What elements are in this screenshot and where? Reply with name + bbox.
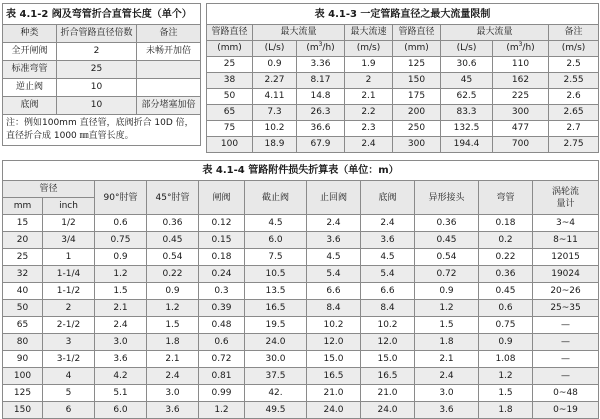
table2-cell: 8.17: [297, 73, 345, 89]
table1-cell: 逆止阀: [3, 79, 57, 97]
table3-cell: 5: [43, 385, 95, 402]
table3-cell: 40: [3, 283, 43, 300]
table2-header-max-flow: 最大流量: [441, 25, 549, 41]
table3-cell: 1.8: [479, 402, 533, 419]
footnote-line: 注：例如100mm 直径管，底阀折合 10D 倍，: [6, 118, 194, 128]
table3-cell: 0.39: [199, 300, 245, 317]
table2-title: 表 4.1-3 一定管路直径之最大流量限制: [207, 4, 599, 25]
table3-cell: 0.45: [479, 283, 533, 300]
table3-cell: 0.2: [479, 232, 533, 249]
table3-cell: 4.5: [307, 249, 361, 266]
table1-cell: 底阀: [3, 97, 57, 115]
table1-cell: 未畅开加倍: [137, 43, 201, 61]
table3-header-flowmeter: 涡轮流 量计: [533, 181, 599, 215]
table3-cell: 3.0: [95, 334, 147, 351]
table1-cell: 部分堵塞加倍: [137, 97, 201, 115]
table3-cell: 1.2: [415, 300, 479, 317]
table2-cell: 200: [393, 105, 441, 121]
table3-cell: 0.22: [147, 266, 199, 283]
table-row: [3, 266, 599, 283]
table3-header-globe: 截止阀: [245, 181, 307, 215]
table3-header-check: 止回阀: [307, 181, 361, 215]
table2-cell: 3.36: [297, 57, 345, 73]
table-row: [3, 79, 201, 97]
table3-cell: 2.1: [415, 351, 479, 368]
table2-cell: 2.55: [549, 73, 599, 89]
table2-cell: 50: [207, 89, 253, 105]
table2-cell: 194.4: [441, 137, 493, 153]
table3-cell: 12.0: [361, 334, 415, 351]
table2-cell: 2.27: [253, 73, 297, 89]
table3-cell: 0.54: [415, 249, 479, 266]
table3-cell: 30.0: [245, 351, 307, 368]
table-row: [207, 73, 599, 89]
table2-cell: 10.2: [253, 121, 297, 137]
table3-cell: 15: [3, 215, 43, 232]
table3-cell: 24.0: [307, 402, 361, 419]
table-row: [3, 385, 599, 402]
table2-cell: 2.2: [345, 105, 393, 121]
table2-cell: 2: [345, 73, 393, 89]
table1-cell: 2: [57, 43, 137, 61]
table3-cell: 3: [43, 334, 95, 351]
table3-cell: 15.0: [361, 351, 415, 368]
table3-cell: 125: [3, 385, 43, 402]
table3-cell: 19024: [533, 266, 599, 283]
table3-cell: 0.75: [95, 232, 147, 249]
table3-cell: 2.4: [95, 317, 147, 334]
table3-cell: 21.0: [361, 385, 415, 402]
table3-cell: 6: [43, 402, 95, 419]
table2-cell: 7.3: [253, 105, 297, 121]
table-row: [207, 137, 599, 153]
table3-cell: 19.5: [245, 317, 307, 334]
table3-cell: 0.45: [147, 232, 199, 249]
table-row: [3, 232, 599, 249]
table2-cell: 26.3: [297, 105, 345, 121]
table3-cell: 6.6: [307, 283, 361, 300]
table2-cell: 1.9: [345, 57, 393, 73]
table3-cell: 1/2: [43, 215, 95, 232]
table1-title: 表 4.1-2 阀及弯管折合直管长度（单个）: [3, 4, 201, 25]
table-row: [207, 121, 599, 137]
table2-body: [207, 57, 599, 153]
table3-cell: 0.9: [479, 334, 533, 351]
table2-header-remark: 备注: [549, 25, 599, 41]
table3-cell: 0.6: [95, 215, 147, 232]
table3-cell: —: [533, 317, 599, 334]
table2-cell: 2.75: [549, 137, 599, 153]
table-row: [207, 57, 599, 73]
table2-cell: 175: [393, 89, 441, 105]
table3-cell: 6.0: [95, 402, 147, 419]
table3-cell: 1: [43, 249, 95, 266]
table3-cell: 8~11: [533, 232, 599, 249]
table2-cell: 477: [493, 121, 549, 137]
table2-cell: 300: [493, 105, 549, 121]
table2-cell: 110: [493, 57, 549, 73]
table3-cell: —: [533, 368, 599, 385]
table3-cell: 1.2: [147, 300, 199, 317]
table1-cell: 25: [57, 61, 137, 79]
fitting-loss-table: [2, 160, 599, 419]
table3-cell: 50: [3, 300, 43, 317]
table3-cell: 10.2: [307, 317, 361, 334]
table2-cell: 2.1: [345, 89, 393, 105]
unit-ms: (m/s): [549, 41, 599, 57]
table2-header-max-flow: 最大流量: [253, 25, 345, 41]
table2-cell: 150: [393, 73, 441, 89]
table2-cell: 2.3: [345, 121, 393, 137]
table3-cell: 90: [3, 351, 43, 368]
table3-cell: 25~35: [533, 300, 599, 317]
table3-cell: 3.6: [147, 402, 199, 419]
table3-cell: 5.1: [95, 385, 147, 402]
table3-cell: 24.0: [361, 402, 415, 419]
table3-cell: 0.36: [415, 215, 479, 232]
unit-ms: (m/s): [345, 41, 393, 57]
table3-cell: 3.0: [147, 385, 199, 402]
table3-cell: 2: [43, 300, 95, 317]
table3-cell: —: [533, 351, 599, 368]
table3-cell: 100: [3, 368, 43, 385]
table3-cell: 3.6: [95, 351, 147, 368]
table2-cell: 250: [393, 121, 441, 137]
table3-cell: 8.4: [361, 300, 415, 317]
footnote-line: 直径折合成 1000 ㎜直管长度。: [6, 131, 134, 141]
table3-cell: 0~19: [533, 402, 599, 419]
table2-cell: 2.5: [549, 57, 599, 73]
table-row: [3, 249, 599, 266]
table3-cell: 10.2: [361, 317, 415, 334]
table-row: [3, 317, 599, 334]
unit-mm: (mm): [207, 41, 253, 57]
table3-cell: 3.6: [361, 232, 415, 249]
unit-m3h: $(m^3/h)$: [297, 41, 345, 57]
table3-header-reducer: 异形接头: [415, 181, 479, 215]
table3-cell: 2.1: [95, 300, 147, 317]
table3-cell: 32: [3, 266, 43, 283]
table2-cell: 2.6: [549, 89, 599, 105]
table2-cell: 14.8: [297, 89, 345, 105]
table3-cell: 1.2: [95, 266, 147, 283]
table1-cell: 10: [57, 97, 137, 115]
table2-cell: 4.11: [253, 89, 297, 105]
table3-cell: 4: [43, 368, 95, 385]
table3-cell: 0.72: [415, 266, 479, 283]
table2-header-diameter: 管路直径: [393, 25, 441, 41]
table2-cell: 36.6: [297, 121, 345, 137]
table3-cell: 0.99: [199, 385, 245, 402]
table2-cell: 132.5: [441, 121, 493, 137]
table3-cell: 0.6: [479, 300, 533, 317]
table3-cell: 1-1/4: [43, 266, 95, 283]
table3-cell: 2-1/2: [43, 317, 95, 334]
table3-cell: 0.9: [147, 283, 199, 300]
table3-cell: 0.18: [479, 215, 533, 232]
table3-cell: 16.5: [361, 368, 415, 385]
table3-cell: 37.5: [245, 368, 307, 385]
table3-cell: 1.5: [147, 317, 199, 334]
table-row: [3, 351, 599, 368]
table3-cell: 1.2: [199, 402, 245, 419]
table3-cell: 0.9: [95, 249, 147, 266]
table3-cell: 1.5: [479, 385, 533, 402]
table3-cell: 20~26: [533, 283, 599, 300]
table2-cell: 25: [207, 57, 253, 73]
unit-ls: (L/s): [441, 41, 493, 57]
table3-cell: 7.5: [245, 249, 307, 266]
table3-cell: 8.4: [307, 300, 361, 317]
table3-cell: 6.6: [361, 283, 415, 300]
table3-header-elbow45: 45°肘管: [147, 181, 199, 215]
table3-cell: 24.0: [245, 334, 307, 351]
table3-cell: 15.0: [307, 351, 361, 368]
table3-cell: 25: [3, 249, 43, 266]
table3-header-pipe-dia: 管径: [3, 181, 95, 198]
table2-cell: 0.9: [253, 57, 297, 73]
table3-cell: 80: [3, 334, 43, 351]
table3-cell: —: [533, 334, 599, 351]
table3-cell: 5.4: [361, 266, 415, 283]
table3-cell: 0.36: [147, 215, 199, 232]
table-row: [207, 105, 599, 121]
table3-cell: 150: [3, 402, 43, 419]
table2-cell: 83.3: [441, 105, 493, 121]
table3-body: [3, 215, 599, 419]
table3-cell: 65: [3, 317, 43, 334]
table3-header-mm: mm: [3, 198, 43, 215]
table3-cell: 6.0: [245, 232, 307, 249]
table3-cell: 2.4: [147, 368, 199, 385]
table2-cell: 65: [207, 105, 253, 121]
table3-cell: 12.0: [307, 334, 361, 351]
table1-footnote: [3, 115, 201, 146]
table-row: [3, 283, 599, 300]
table3-header-bend: 弯管: [479, 181, 533, 215]
table2-cell: 162: [493, 73, 549, 89]
table3-cell: 0.3: [199, 283, 245, 300]
table3-cell: 1.2: [479, 368, 533, 385]
table3-header-gate: 闸阀: [199, 181, 245, 215]
table2-cell: 300: [393, 137, 441, 153]
table1-header-note: 备注: [137, 25, 201, 43]
table3-cell: 2.1: [147, 351, 199, 368]
table1-header-multiple: 折合管路直径倍数: [57, 25, 137, 43]
table2-cell: 100: [207, 137, 253, 153]
table3-cell: 3-1/2: [43, 351, 95, 368]
table3-cell: 12015: [533, 249, 599, 266]
table3-cell: 1.8: [415, 334, 479, 351]
table2-cell: 38: [207, 73, 253, 89]
table3-cell: 0.22: [479, 249, 533, 266]
table3-cell: 1.08: [479, 351, 533, 368]
table2-cell: 125: [393, 57, 441, 73]
table3-cell: 0.12: [199, 215, 245, 232]
table3-cell: 21.0: [307, 385, 361, 402]
table1-cell: 标准弯管: [3, 61, 57, 79]
table3-cell: 1.5: [95, 283, 147, 300]
table3-cell: 2.4: [307, 215, 361, 232]
table3-cell: 3/4: [43, 232, 95, 249]
table2-header-max-velocity: 最大流速: [345, 25, 393, 41]
unit-mm: (mm): [393, 41, 441, 57]
table3-cell: 4.5: [245, 215, 307, 232]
table3-cell: 49.5: [245, 402, 307, 419]
table3-cell: 0~48: [533, 385, 599, 402]
table3-cell: 13.5: [245, 283, 307, 300]
table3-cell: 2.4: [415, 368, 479, 385]
table1-cell: 全开闸阀: [3, 43, 57, 61]
table1-cell: [137, 61, 201, 79]
table3-cell: 2.4: [361, 215, 415, 232]
table3-title: 表 4.1-4 管路附件损失折算表（单位：m）: [3, 161, 599, 181]
table-row: [3, 97, 201, 115]
table3-cell: 42.: [245, 385, 307, 402]
table3-cell: 0.36: [479, 266, 533, 283]
table-row: [3, 215, 599, 232]
table2-cell: 2.4: [345, 137, 393, 153]
table1-cell: [137, 79, 201, 97]
table3-cell: 0.18: [199, 249, 245, 266]
table3-cell: 16.5: [245, 300, 307, 317]
table3-cell: 3.6: [415, 402, 479, 419]
table-row: [3, 43, 201, 61]
table3-header-foot: 底阀: [361, 181, 415, 215]
table3-cell: 0.81: [199, 368, 245, 385]
table3-cell: 0.48: [199, 317, 245, 334]
table3-cell: 0.75: [479, 317, 533, 334]
table3-cell: 3.6: [307, 232, 361, 249]
table3-cell: 10.5: [245, 266, 307, 283]
table2-cell: 225: [493, 89, 549, 105]
table2-cell: 18.9: [253, 137, 297, 153]
table1-cell: 10: [57, 79, 137, 97]
table3-cell: 1.5: [415, 317, 479, 334]
table1-header-kind: 种类: [3, 25, 57, 43]
table-row: [3, 300, 599, 317]
table2-cell: 45: [441, 73, 493, 89]
table3-cell: 0.9: [415, 283, 479, 300]
table3-cell: 0.6: [199, 334, 245, 351]
table2-cell: 2.7: [549, 121, 599, 137]
table-row: [207, 89, 599, 105]
table2-cell: 67.9: [297, 137, 345, 153]
table3-cell: 1-1/2: [43, 283, 95, 300]
table3-cell: 20: [3, 232, 43, 249]
table3-cell: 16.5: [307, 368, 361, 385]
unit-m3h: $(m^3/h)$: [493, 41, 549, 57]
table2-cell: 75: [207, 121, 253, 137]
table2-cell: 62.5: [441, 89, 493, 105]
table-row: [3, 368, 599, 385]
table3-cell: 0.54: [147, 249, 199, 266]
max-flow-limit-table: [206, 3, 599, 153]
table3-cell: 4.2: [95, 368, 147, 385]
table-row: [3, 61, 201, 79]
table-row: [3, 334, 599, 351]
table3-cell: 0.15: [199, 232, 245, 249]
table-row: [3, 402, 599, 419]
table3-cell: 3.0: [415, 385, 479, 402]
table3-cell: 0.24: [199, 266, 245, 283]
table3-header-elbow90: 90°肘管: [95, 181, 147, 215]
table3-cell: 4.5: [361, 249, 415, 266]
table3-header-inch: inch: [43, 198, 95, 215]
table3-cell: 1.8: [147, 334, 199, 351]
unit-ls: (L/s): [253, 41, 297, 57]
table3-cell: 3~4: [533, 215, 599, 232]
valve-equivalent-length-table: [2, 3, 201, 146]
table2-header-diameter: 管路直径: [207, 25, 253, 41]
table2-cell: 2.65: [549, 105, 599, 121]
table3-cell: 0.45: [415, 232, 479, 249]
table2-cell: 30.6: [441, 57, 493, 73]
table3-cell: 5.4: [307, 266, 361, 283]
table2-cell: 700: [493, 137, 549, 153]
table3-cell: 0.72: [199, 351, 245, 368]
